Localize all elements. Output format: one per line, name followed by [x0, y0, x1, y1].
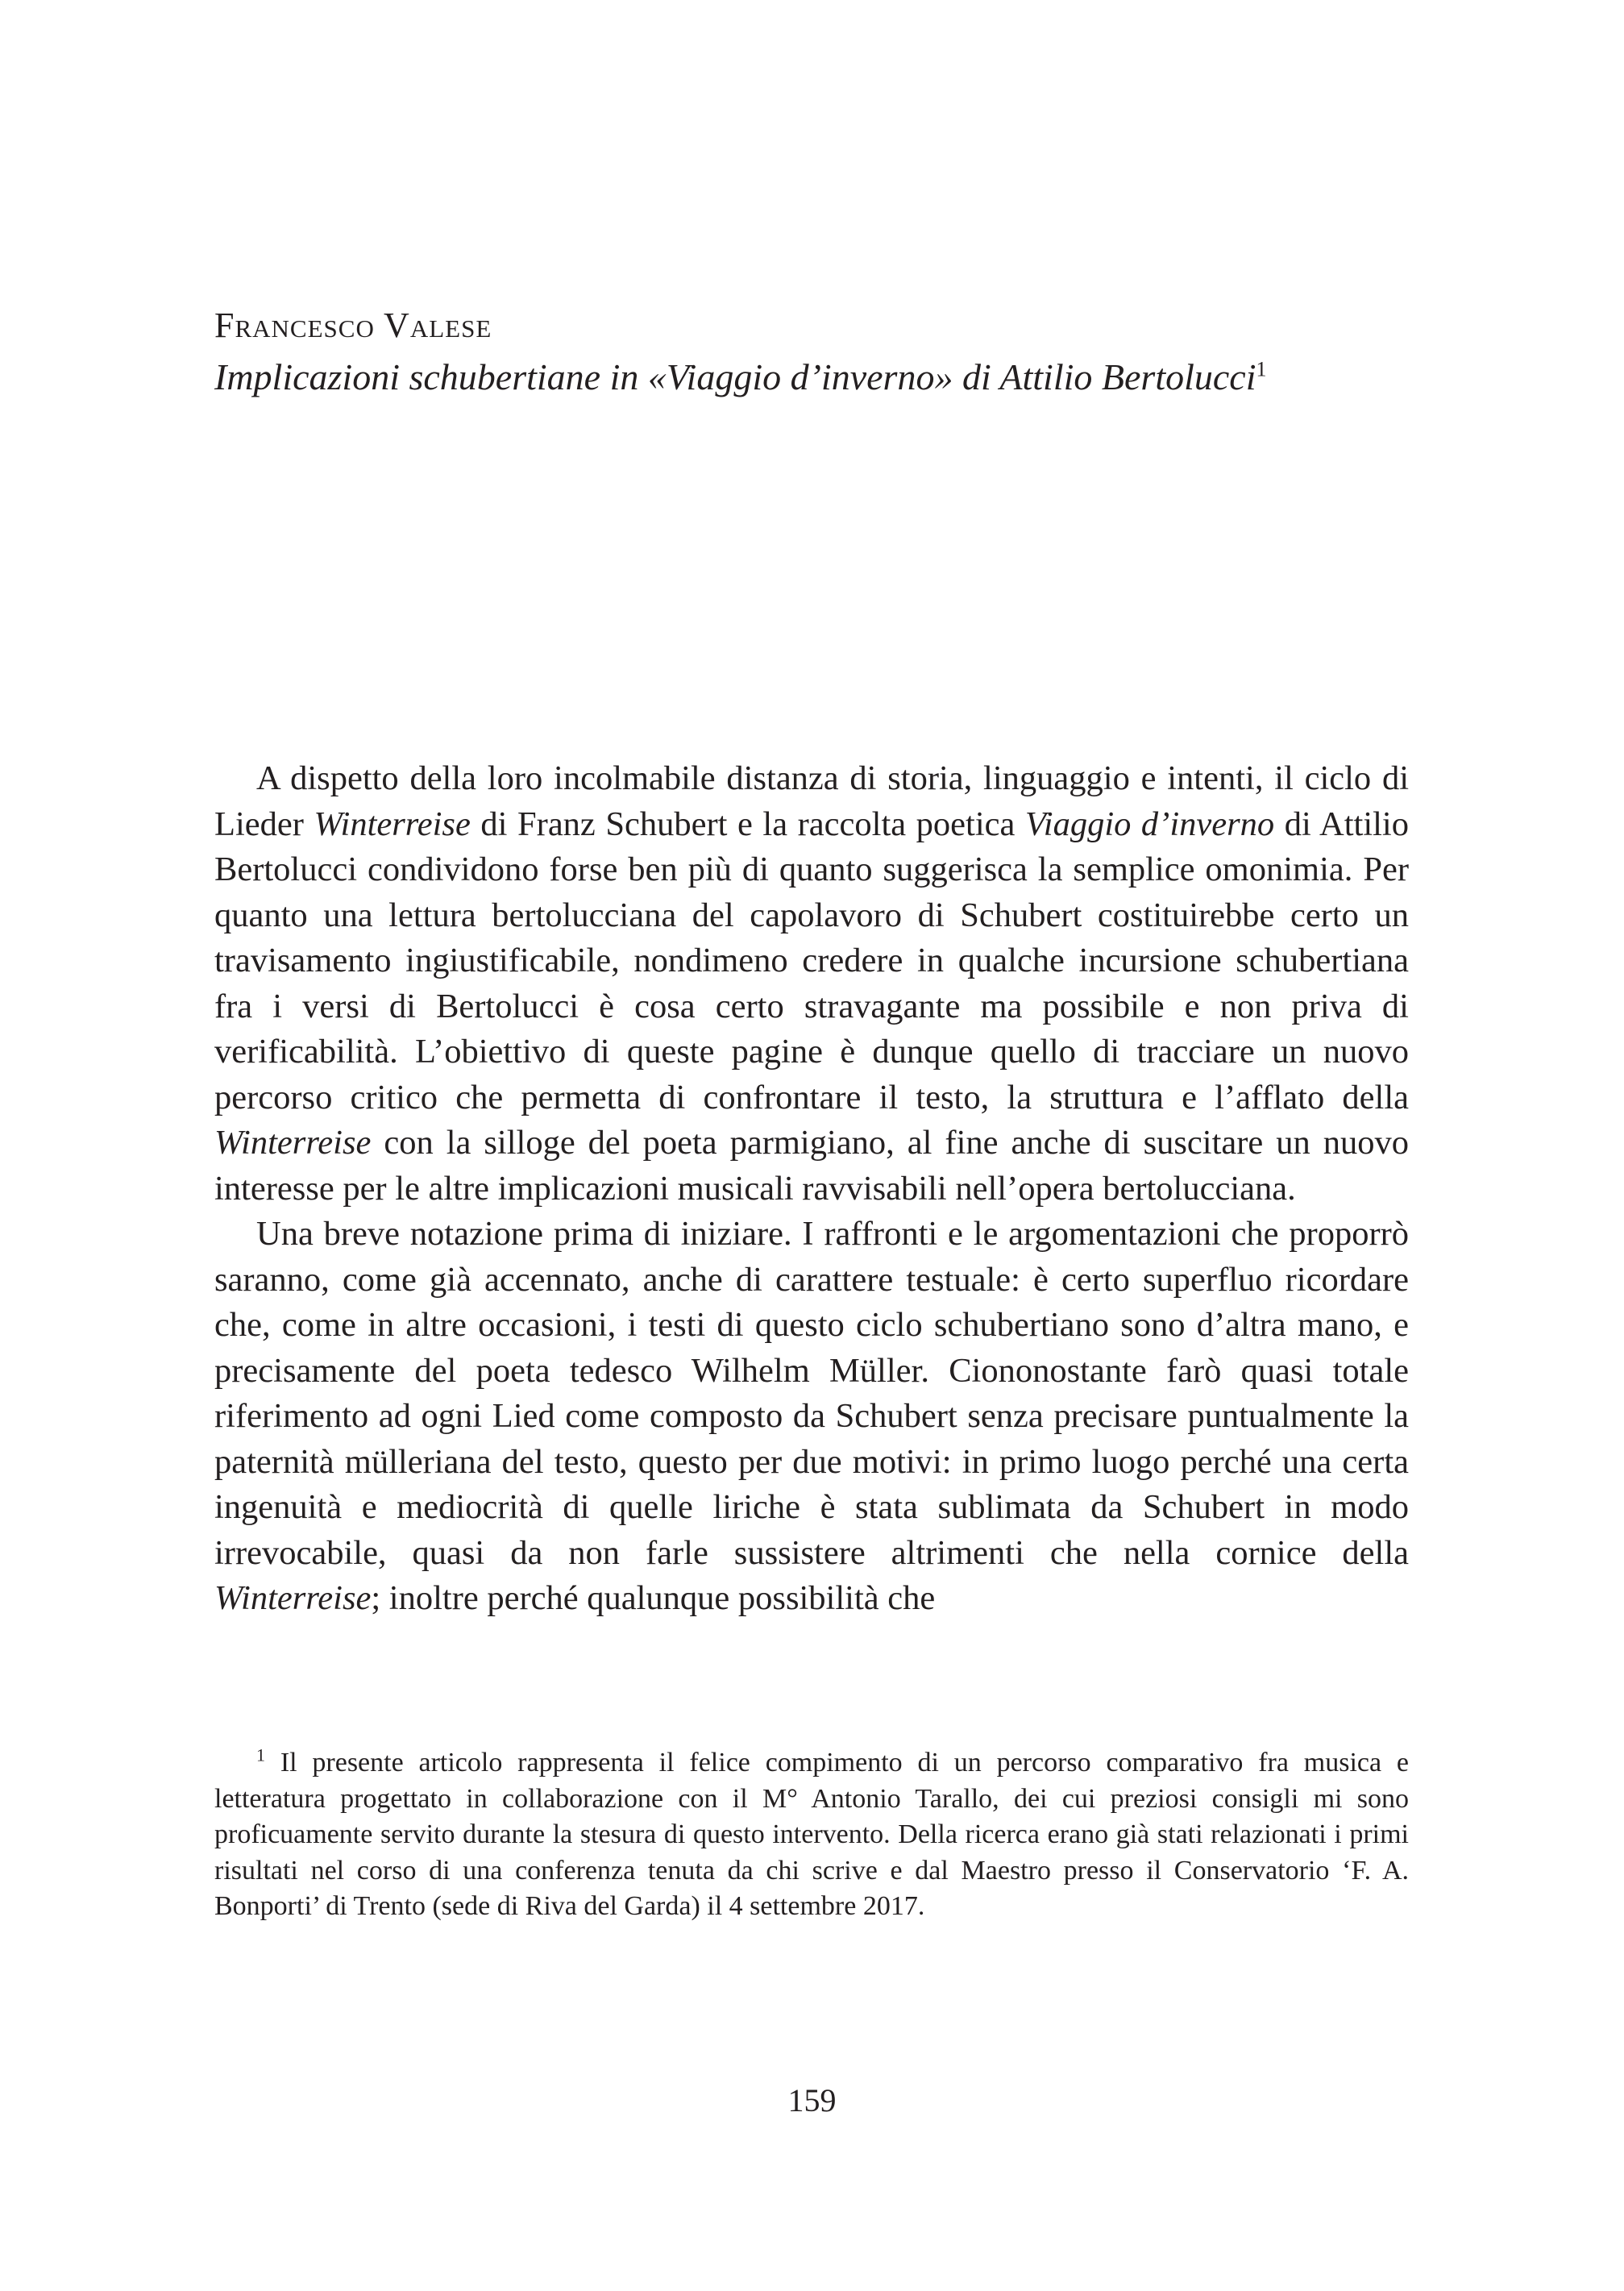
footnote-number: 1: [256, 1744, 265, 1765]
article-header: [214, 300, 1415, 403]
article-title-text: Implicazioni schubertiane in «Viaggio d’inverno» di Attilio Bertolucci: [214, 356, 1256, 397]
footnotes-section: [214, 1745, 1409, 1925]
work-title-winterreise: Winterreise: [214, 1124, 372, 1162]
work-title-viaggio: Viaggio d’inverno: [1024, 805, 1275, 843]
body-paragraph-1: [214, 756, 1409, 1212]
footnote-reference[interactable]: 1: [1256, 357, 1267, 381]
text-run: di Franz Schubert e la raccolta poetica: [470, 805, 1025, 843]
page-number: 159: [787, 2082, 837, 2118]
author-name: Francesco Valese: [214, 306, 492, 345]
text-run: ; inoltre perché qualunque possibilità che: [371, 1579, 936, 1617]
text-run: Una breve notazione prima di iniziare. I raffronti e le argomentazioni che proporrò saranno, come già accennato, anche di carattere testuale: è certo superfluo ricordare che, come in altre occasioni, i testi di questo ciclo schubertiano sono d’altra mano, e precisamente del poeta tedesco Wilhelm Müller. Ciononostante farò quasi totale riferimento ad ogni Lied come composto da Schubert senza precisare puntualmente la paternità mülleriana del testo, questo per due motivi: in primo luogo perché una certa ingenuità e mediocrità di quelle liriche è stata sublimata da Schubert in modo irrevocabile, quasi da non farle sussistere altrimenti che nella cornice della: [214, 1215, 1409, 1572]
text-run: A dispetto della loro incolmabile distanza di storia, linguaggio e intenti, il ciclo di Lieder: [214, 759, 1409, 843]
article-title: [214, 351, 1415, 403]
footnote-text: Il presente articolo rappresenta il felice compimento di un percorso comparativo fra musica e letteratura progettato in collaborazione con il M° Antonio Tarallo, dei cui preziosi consigli mi sono proficuamente servito durante la stesura di questo intervento. Della ricerca erano già stati relazionati i primi risultati nel corso di una conferenza tenuta da chi scrive e dal Maestro presso il Conservatorio ‘F. A. Bonporti’ di Trento (sede di Riva del Garda) il 4 settembre 2017.: [214, 1748, 1409, 1921]
footnote-1: [214, 1745, 1409, 1925]
work-title-winterreise: Winterreise: [214, 1579, 372, 1617]
body-paragraph-2: [214, 1212, 1409, 1622]
article-body: [214, 756, 1409, 1622]
text-run: con la silloge del poeta parmigiano, al fine anche di suscitare un nuovo interesse per le altre implicazioni musicali ravvisabili nell’opera bertolucciana.: [214, 1124, 1409, 1208]
text-run: di Attilio Bertolucci condividono forse ben più di quanto suggerisca la semplice omonimia. Per quanto una lettura bertolucciana del capolavoro di Schubert costituirebbe certo un travisamento ingiustificabile, nondimeno credere in qualche incursione schubertiana fra i versi di Bertolucci è cosa certo stravagante ma possibile e non priva di verificabilità. L’obiettivo di queste pagine è dunque quello di tracciare un nuovo percorso critico che permetta di confrontare il testo, la struttura e l’afflato della: [214, 805, 1409, 1116]
work-title-winterreise: Winterreise: [314, 805, 471, 843]
